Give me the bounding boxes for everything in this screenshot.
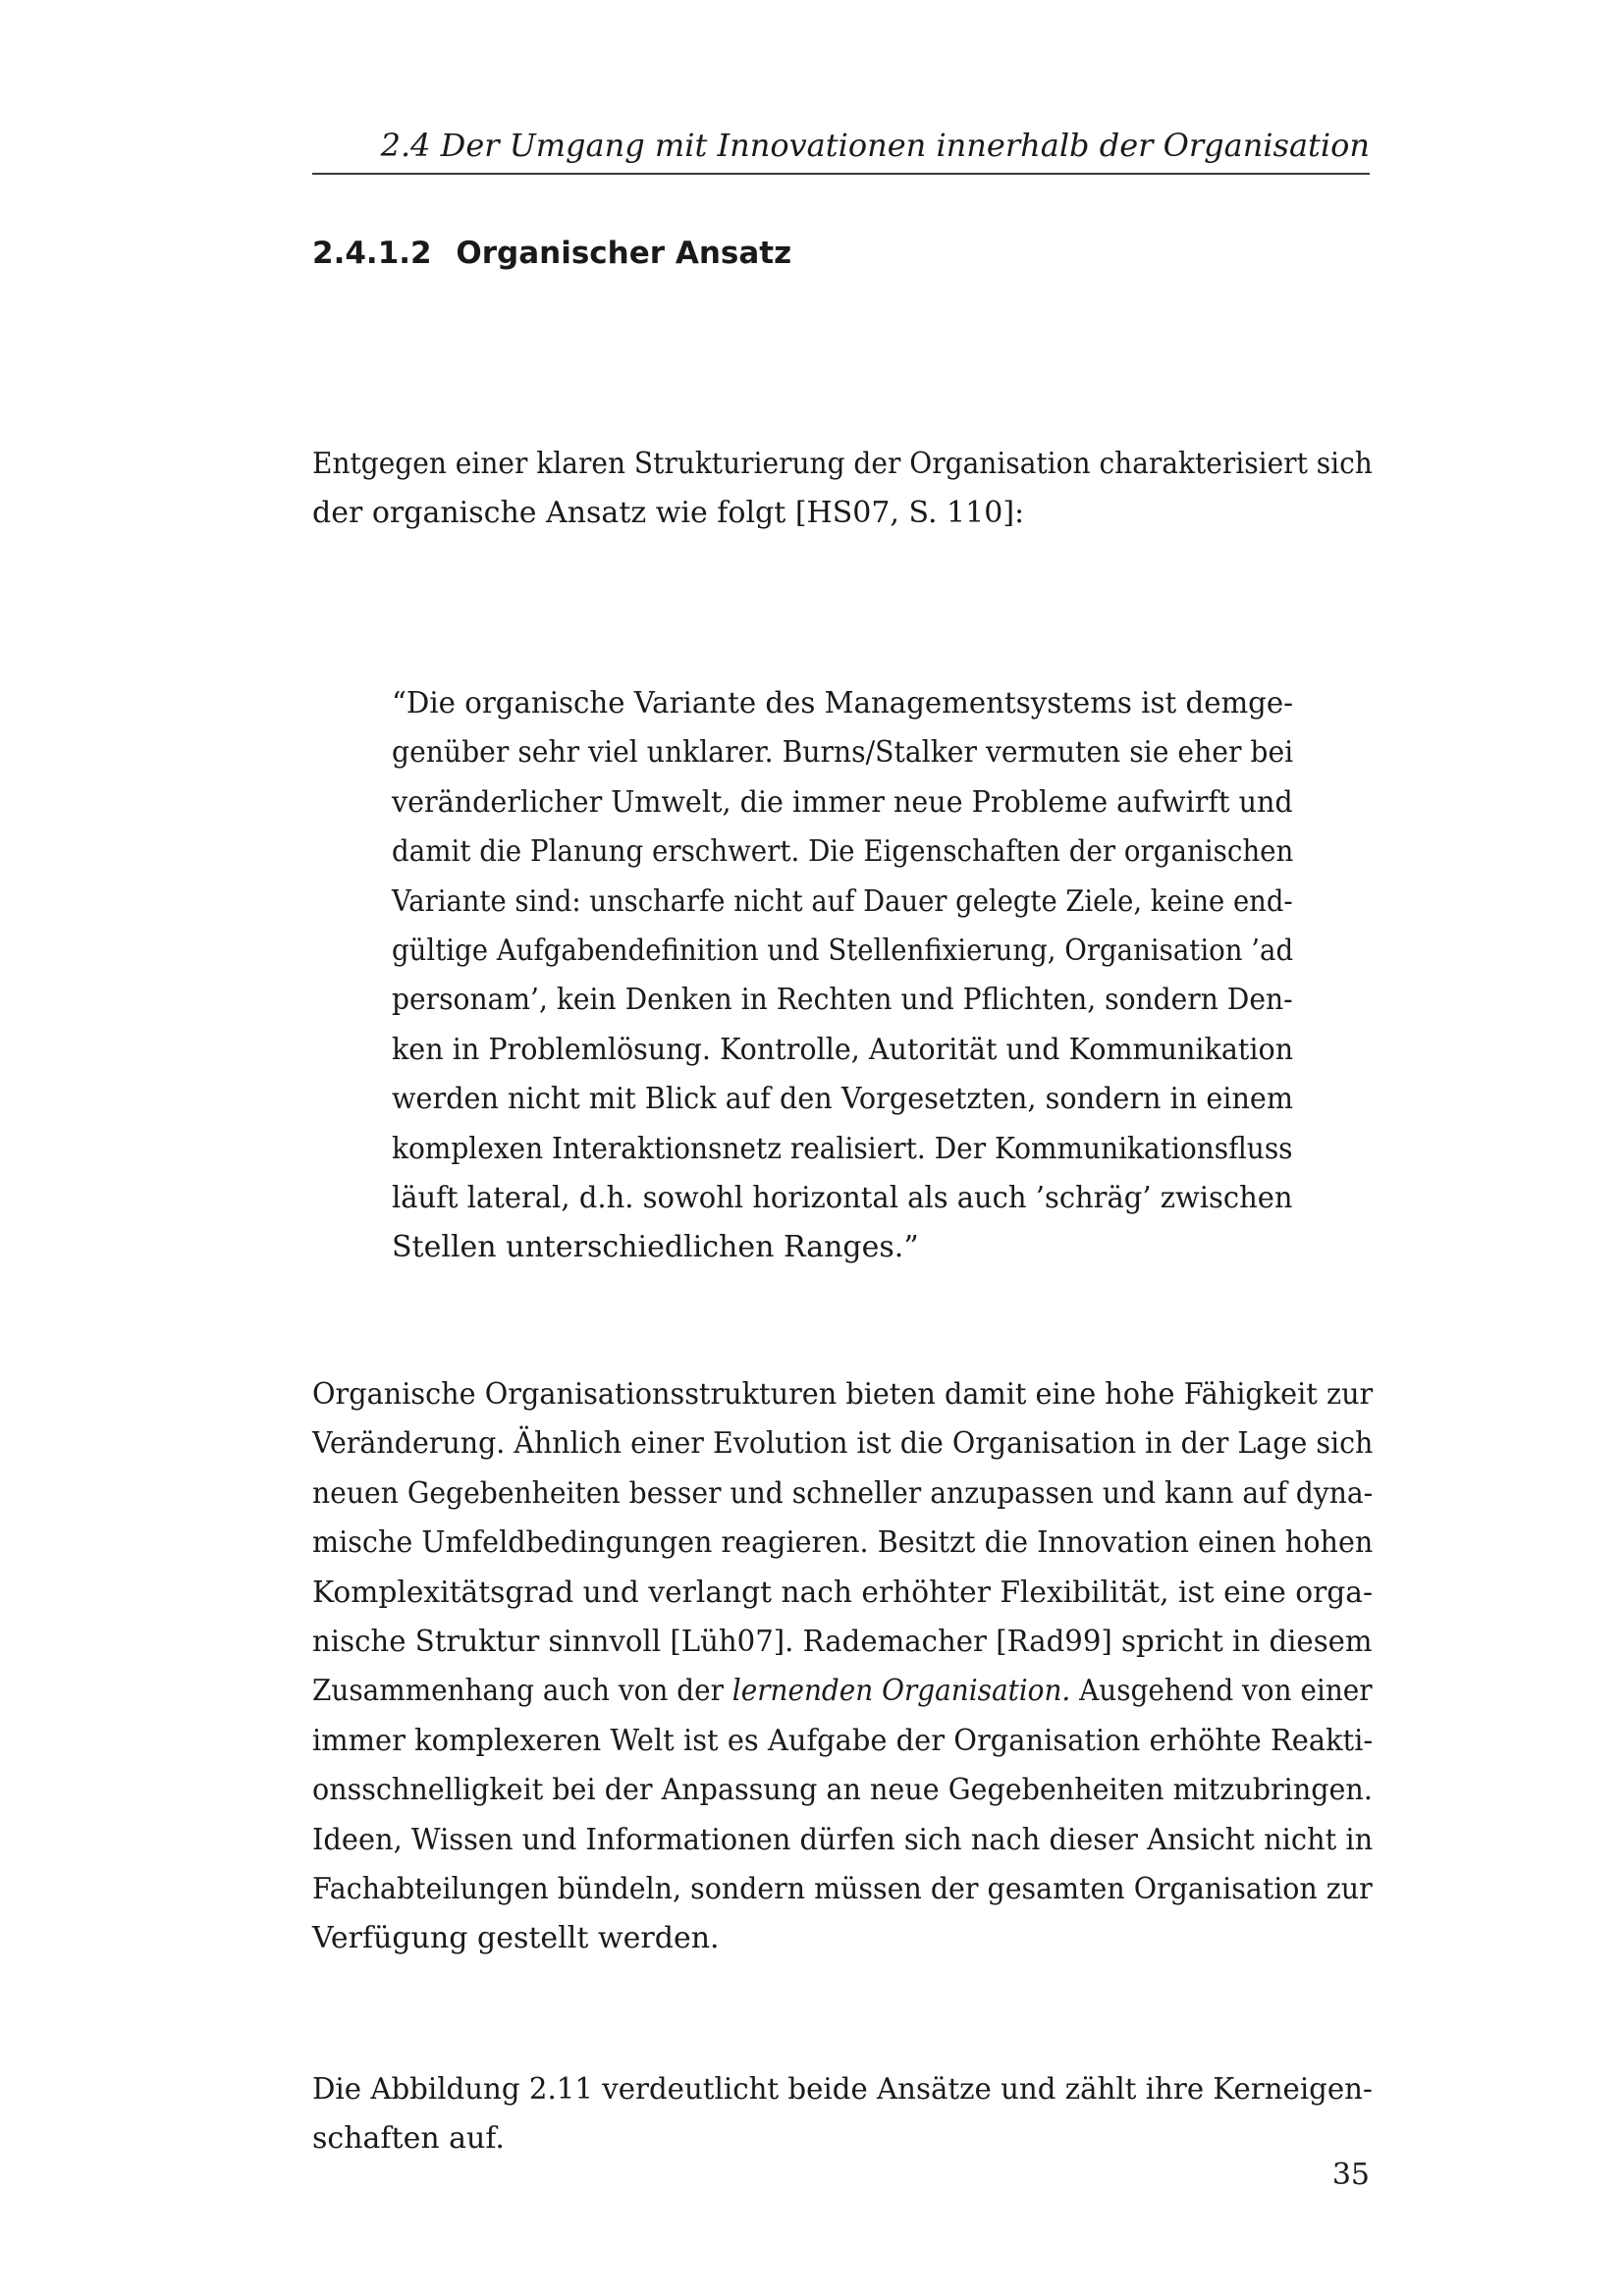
block-quote [392, 679, 1293, 1273]
body-line: onsschnelligkeit bei der Anpassung an neue Gegebenheiten mitzubringen. [312, 1773, 1373, 1808]
quote-line: “Die organische Variante des Managementsystems ist demge- [392, 686, 1294, 721]
body-line: Veränderung. Ähnlich einer Evolution ist die Organisation in der Lage sich [312, 1426, 1374, 1462]
intro-line: der organische Ansatz wie folgt [HS07, S. 110]: [312, 496, 1025, 531]
quote-line: gültige Aufgabendefinition und Stellenfixierung, Organisation ’ad [392, 934, 1294, 969]
running-header [312, 126, 1370, 175]
quote-line: ken in Problemlösung. Kontrolle, Autorität und Kommunikation [392, 1032, 1294, 1067]
quote-line: genüber sehr viel unklarer. Burns/Stalker vermuten sie eher bei [392, 735, 1294, 771]
section-number: 2.4.1.2 [312, 236, 432, 271]
page-number: 35 [1331, 2158, 1370, 2192]
body-line: Verfügung gestellt werden. [312, 1921, 720, 1956]
body-text: Zusammenhang auch von der [312, 1674, 732, 1709]
body-line: immer komplexeren Welt ist es Aufgabe der Organisation erhöhte Reakti- [312, 1723, 1374, 1758]
body-line: neuen Gegebenheiten besser und schneller anzupassen und kann auf dyna- [312, 1475, 1374, 1511]
body-paragraph [312, 1370, 1373, 1964]
body-line: Organische Organisationsstrukturen bieten damit eine hohe Fähigkeit zur [312, 1377, 1374, 1412]
body-line: Komplexitätsgrad und verlangt nach erhöhter Flexibilität, ist eine orga- [312, 1575, 1374, 1610]
quote-line: damit die Planung erschwert. Die Eigenschaften der organischen [392, 834, 1294, 870]
section-title: Organischer Ansatz [456, 236, 792, 271]
quote-line: Stellen unterschiedlichen Ranges.” [392, 1230, 919, 1265]
quote-line: Variante sind: unscharfe nicht auf Dauer gelegte Ziele, keine end- [392, 883, 1293, 919]
intro-paragraph [312, 440, 1373, 539]
closing-paragraph [312, 2065, 1373, 2164]
closing-line: schaften auf. [312, 2121, 505, 2157]
intro-line: Entgegen einer klaren Strukturierung der Organisation charakterisiert sich [312, 447, 1373, 481]
emphasized-term: lernenden Organisation. [731, 1674, 1071, 1709]
body-text: Ausgehend von einer [1070, 1674, 1373, 1709]
quote-line: personam’, kein Denken in Rechten und Pflichten, sondern Den- [392, 983, 1293, 1018]
quote-line: veränderlicher Umwelt, die immer neue Probleme aufwirft und [392, 784, 1293, 820]
closing-line: Die Abbildung 2.11 verdeutlicht beide Ansätze und zählt ihre Kerneigen- [312, 2072, 1373, 2107]
quote-line: werden nicht mit Blick auf den Vorgesetzten, sondern in einem [392, 1082, 1294, 1117]
quote-line: komplexen Interaktionsnetz realisiert. Der Kommunikationsfluss [392, 1131, 1293, 1166]
section-heading [312, 234, 791, 273]
body-line-with-emphasis [312, 1667, 1373, 1716]
body-line: Ideen, Wissen und Informationen dürfen sich nach dieser Ansicht nicht in [312, 1822, 1374, 1857]
quote-line: läuft lateral, d.h. sowohl horizontal als auch ’schräg’ zwischen [392, 1181, 1293, 1216]
body-line: mische Umfeldbedingungen reagieren. Besitzt die Innovation einen hohen [312, 1525, 1374, 1561]
body-line: nische Struktur sinnvoll [Lüh07]. Rademacher [Rad99] spricht in diesem [312, 1625, 1373, 1660]
running-header-title: 2.4 Der Umgang mit Innovationen innerhalb der Organisation [380, 127, 1370, 164]
body-line: Fachabteilungen bündeln, sondern müssen der gesamten Organisation zur [312, 1872, 1373, 1907]
